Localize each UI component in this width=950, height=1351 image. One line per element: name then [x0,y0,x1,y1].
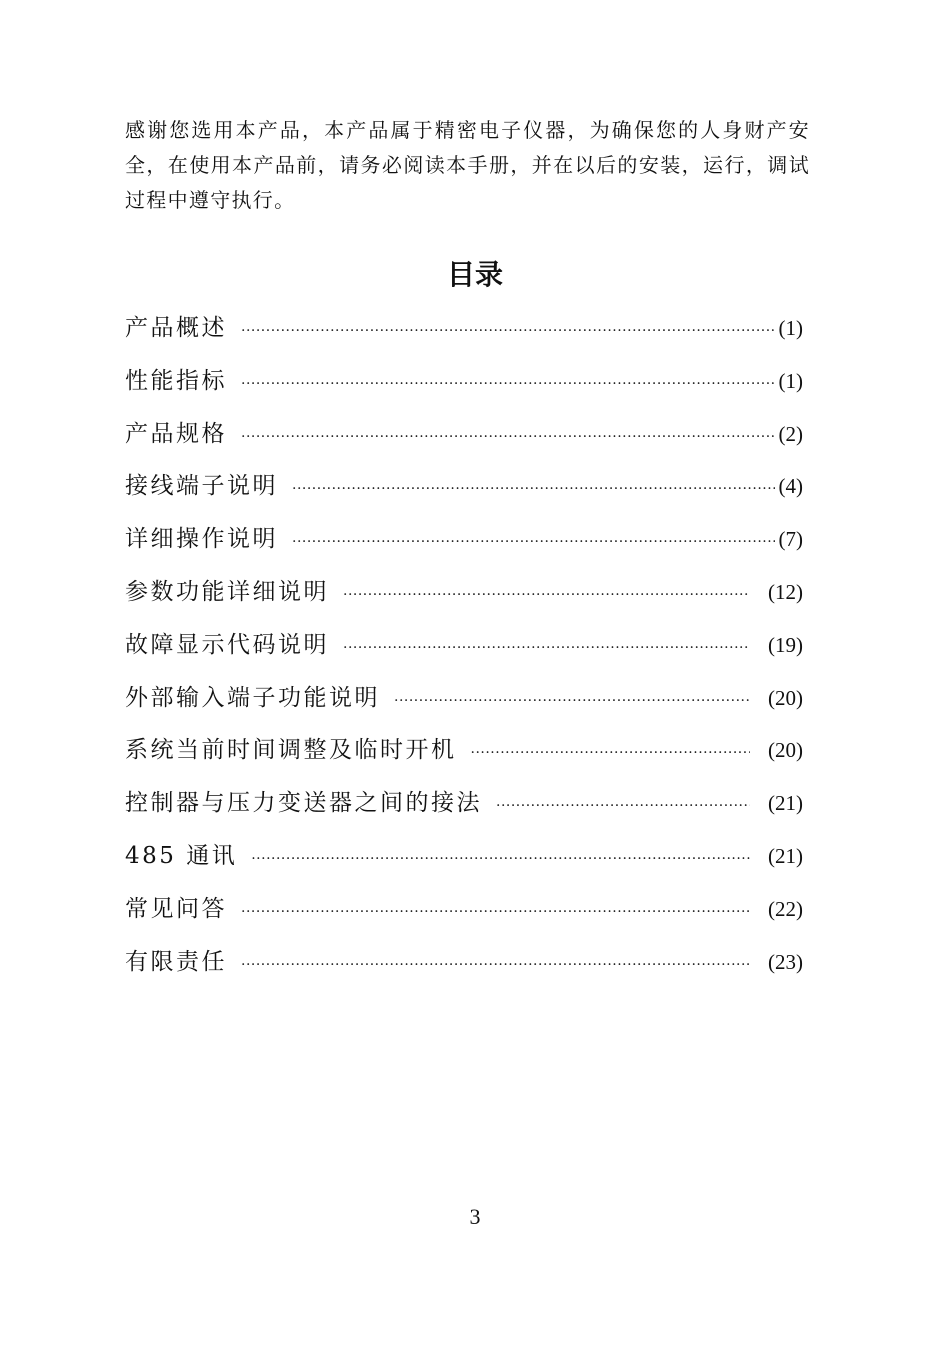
toc-dot-leader [394,679,750,723]
toc-entry-page: (12) [768,579,803,604]
toc-entry-page: (21) [768,843,803,868]
toc-entry-transmitter-wiring[interactable] [125,781,803,834]
toc-entry-liability[interactable] [125,940,803,993]
toc-entry-page: (7) [778,527,803,552]
toc-entry-faq[interactable] [125,887,803,940]
toc-dot-leader [241,890,750,934]
toc-dot-leader [292,520,775,564]
toc-dot-leader [241,309,775,353]
toc-title: 目录 [446,258,503,291]
intro-paragraph: 感谢您选用本产品，本产品属于精密电子仪器，为确保您的人身财产安全，在使用本产品前，请务必阅读本手册，并在以后的安装，运行，调试过程中遵守执行。 [125,118,810,212]
toc-entry-page: (1) [778,368,803,393]
toc-entry-label: 产品概述 [125,315,227,341]
toc-entry-performance[interactable] [125,359,803,412]
toc-dot-leader [251,837,750,881]
toc-entry-label: 485 通讯 [125,842,238,869]
toc-entry-label: 性能指标 [125,367,227,394]
toc-entry-product-overview[interactable] [125,306,803,359]
toc-entry-external-inputs[interactable] [125,676,803,729]
toc-dot-leader [241,415,775,459]
toc-entry-parameters[interactable] [125,570,803,623]
toc-entry-page: (21) [768,791,803,816]
page-number: 3 [469,1204,481,1229]
toc-entry-page: (20) [768,685,803,710]
toc-entry-time-adjust[interactable] [125,728,803,781]
toc-entry-page: (23) [768,949,803,974]
toc-entry-label: 接线端子说明 [125,473,278,500]
toc-dot-leader [343,626,750,670]
toc-entry-page: (2) [778,421,803,446]
toc-entry-label: 参数功能详细说明 [125,578,329,605]
toc-entry-fault-codes[interactable] [125,623,803,676]
toc-entry-operation[interactable] [125,517,803,570]
toc-entry-label: 控制器与压力变送器之间的接法 [125,790,482,817]
toc-entry-label: 外部输入端子功能说明 [125,684,380,711]
toc-entry-page: (4) [778,474,803,499]
toc-dot-leader [241,943,750,987]
toc-entry-page: (20) [768,738,803,763]
toc-dot-leader [292,467,775,511]
toc-entry-terminals[interactable] [125,464,803,517]
toc-entry-specifications[interactable] [125,412,803,465]
toc-entry-label: 故障显示代码说明 [125,631,329,658]
toc-dot-leader [471,731,751,775]
toc-entry-label: 有限责任 [125,948,227,975]
table-of-contents [125,306,803,992]
toc-dot-leader [496,784,750,828]
toc-entry-485[interactable] [125,834,803,887]
toc-entry-label: 产品规格 [125,420,227,447]
toc-entry-label: 详细操作说明 [125,526,278,553]
toc-dot-leader [343,573,750,617]
toc-entry-page: (19) [768,632,803,657]
toc-entry-label: 系统当前时间调整及临时开机 [125,737,457,764]
toc-entry-page: (1) [778,316,803,340]
toc-dot-leader [241,362,775,406]
toc-entry-label: 常见问答 [125,895,227,922]
toc-entry-page: (22) [768,896,803,921]
